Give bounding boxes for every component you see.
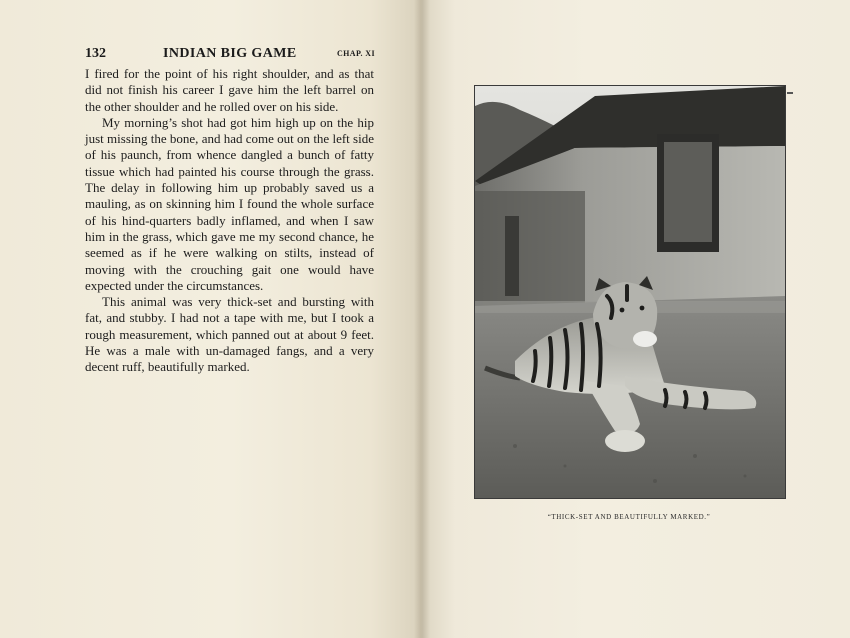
pebble (744, 475, 747, 478)
tiger-eye-right (640, 306, 645, 311)
pebble (513, 444, 517, 448)
wall-shadow (475, 191, 585, 311)
running-title: INDIAN BIG GAME (163, 46, 297, 61)
tiger-photograph (475, 86, 785, 498)
page-header (85, 46, 375, 62)
tiger-stripe (685, 392, 687, 407)
tiger-muzzle (633, 331, 657, 347)
tiger-eye-left (620, 308, 625, 313)
pebble (653, 479, 657, 483)
left-page (0, 0, 421, 638)
tiger-stripe (549, 338, 551, 386)
page-number: 132 (85, 46, 106, 61)
body-text (85, 66, 374, 376)
paragraph-3: This animal was very thick-set and bursting with fat, and stubby. I had not a tape with me, but I took a rough measurement, which panned out at about 9 feet. He was a male with un-damaged fangs, and a very decent ruff, beautifully marked. (85, 294, 374, 375)
pebble (693, 454, 697, 458)
doorway (505, 216, 519, 296)
paragraph-1: I fired for the point of his right shoulder, and as that did not finish his career I gave him the left barrel on the other shoulder and he rolled over on his side. (85, 66, 374, 114)
chapter-label: CHAP. XI (336, 49, 375, 58)
tiger-stripe (705, 393, 707, 408)
window-pane (664, 142, 712, 242)
book-gutter (414, 0, 430, 638)
plate-caption: “THICK-SET AND BEAUTIFULLY MARKED.” (547, 513, 711, 521)
tiger-stripe (581, 324, 583, 390)
paragraph-2: My morning’s shot had got him high up on the hip just missing the bone, and had come out on the left side of his paunch, from whence dangled a bunch of fatty tissue which had painted his course through the grass. The delay in following him up probably saved us a mauling, as on skinning him I found the whole surface of his hind-quarters badly inflamed, and when I saw him in the grass, which gave me my second chance, he seemed as if he were walking on stilts, instead of moving with the crouching gait one would have expected under the circumstances. (85, 114, 374, 293)
tiger-stripe (665, 390, 667, 406)
photo-plate (474, 85, 786, 499)
edge-mark (787, 92, 793, 94)
pebble (564, 465, 567, 468)
tiger-paw (605, 430, 645, 452)
